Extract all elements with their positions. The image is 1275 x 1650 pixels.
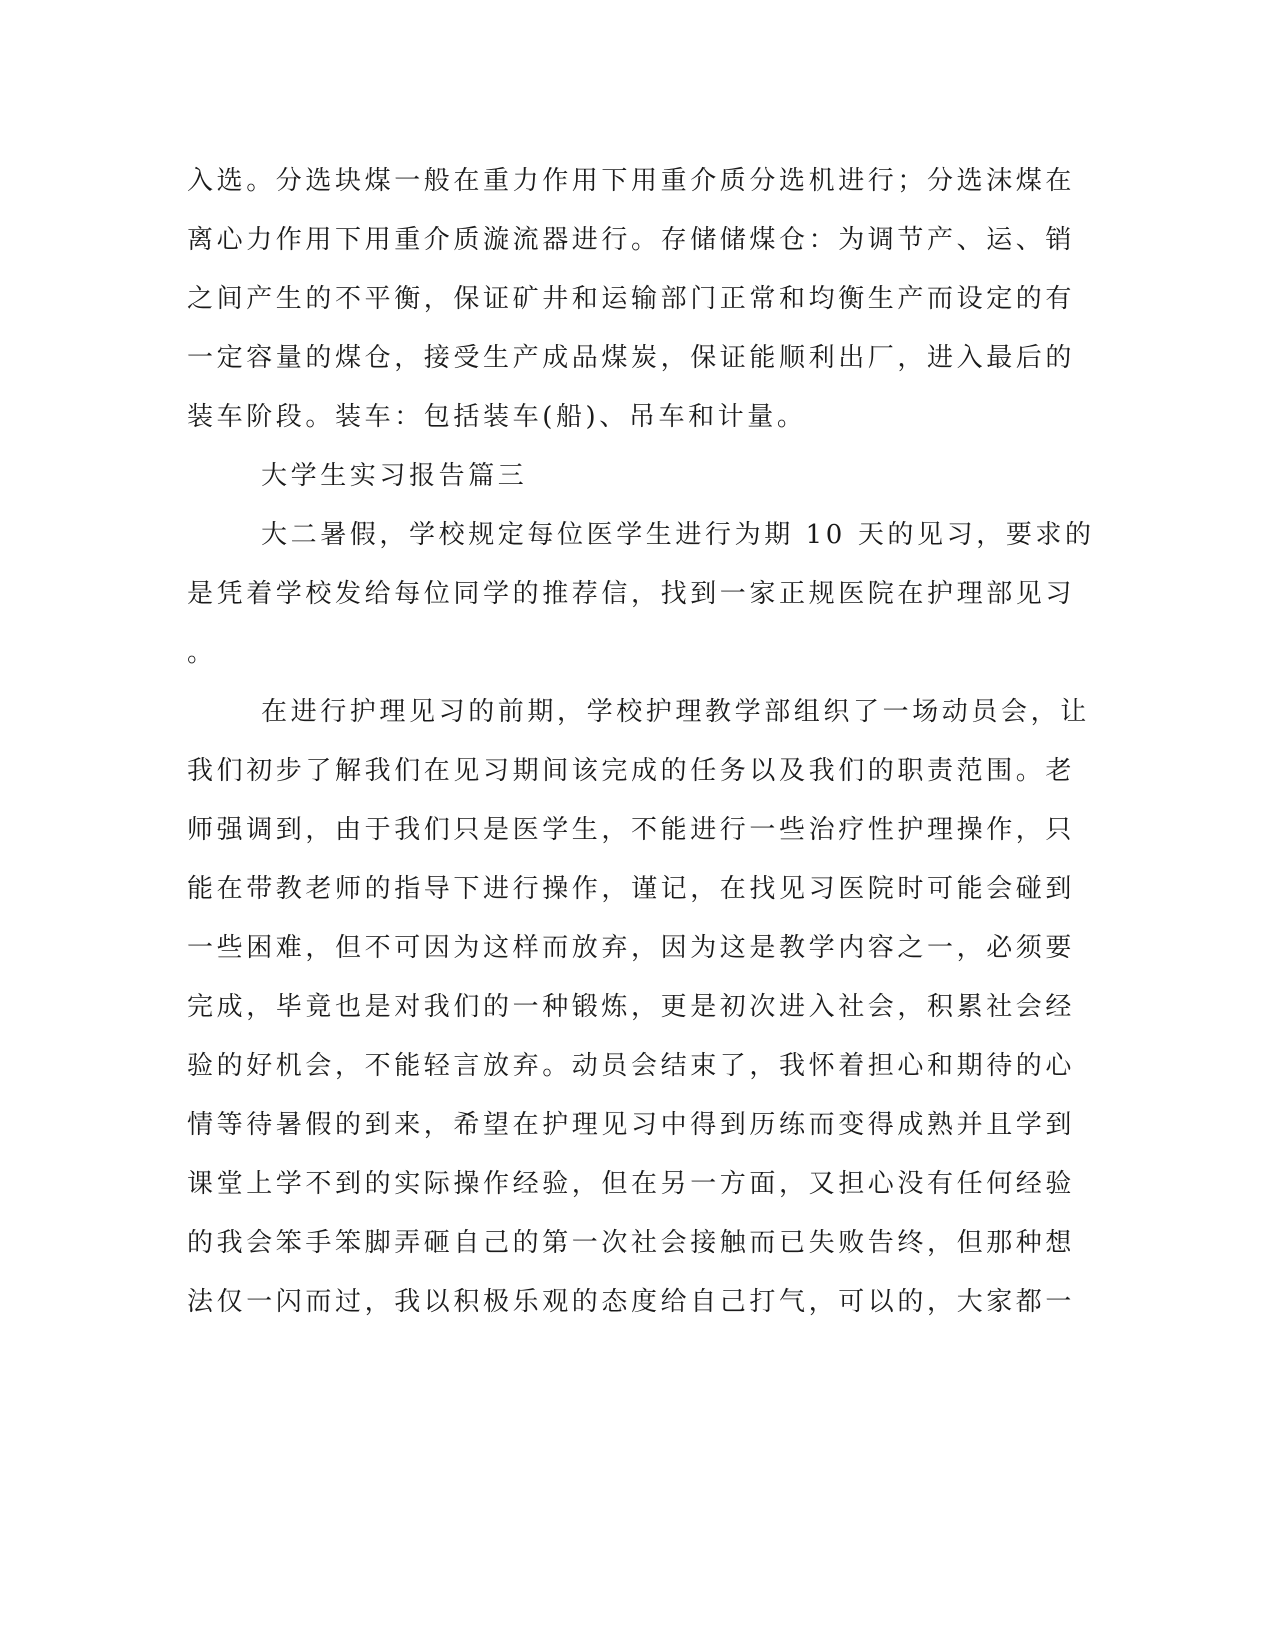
text-line: 法仅一闪而过，我以积极乐观的态度给自己打气，可以的，大家都一 (187, 1287, 1076, 1317)
text-line: 。 (187, 638, 217, 668)
text-line: 是凭着学校发给每位同学的推荐信，找到一家正规医院在护理部见习 (187, 579, 1076, 609)
text-line: 能在带教老师的指导下进行操作，谨记，在找见习医院时可能会碰到 (187, 874, 1076, 904)
text-line: 入选。分选块煤一般在重力作用下用重介质分选机进行；分选沫煤在 (187, 166, 1076, 196)
text-line: 之间产生的不平衡，保证矿井和运输部门正常和均衡生产而设定的有 (187, 284, 1076, 314)
text-line: 一定容量的煤仓，接受生产成品煤炭，保证能顺利出厂，进入最后的 (187, 343, 1076, 373)
text-line: 装车阶段。装车：包括装车(船)、吊车和计量。 (187, 402, 807, 432)
section-heading: 大学生实习报告篇三 (261, 461, 528, 491)
text-line: 离心力作用下用重介质漩流器进行。存储储煤仓：为调节产、运、销 (187, 225, 1076, 255)
text-line: 完成，毕竟也是对我们的一种锻炼，更是初次进入社会，积累社会经 (187, 992, 1076, 1022)
text-line: 验的好机会，不能轻言放弃。动员会结束了，我怀着担心和期待的心 (187, 1051, 1076, 1081)
text-line: 课堂上学不到的实际操作经验，但在另一方面，又担心没有任何经验 (187, 1169, 1076, 1199)
text-line: 在进行护理见习的前期，学校护理教学部组织了一场动员会，让 (261, 697, 1090, 727)
text-line: 一些困难，但不可因为这样而放弃，因为这是教学内容之一，必须要 (187, 933, 1076, 963)
text-line: 大二暑假，学校规定每位医学生进行为期 10 天的见习，要求的 (261, 520, 1095, 550)
text-line: 情等待暑假的到来，希望在护理见习中得到历练而变得成熟并且学到 (187, 1110, 1076, 1140)
text-line: 我们初步了解我们在见习期间该完成的任务以及我们的职责范围。老 (187, 756, 1076, 786)
text-line: 师强调到，由于我们只是医学生，不能进行一些治疗性护理操作，只 (187, 815, 1076, 845)
text-line: 的我会笨手笨脚弄砸自己的第一次社会接触而已失败告终，但那种想 (187, 1228, 1076, 1258)
